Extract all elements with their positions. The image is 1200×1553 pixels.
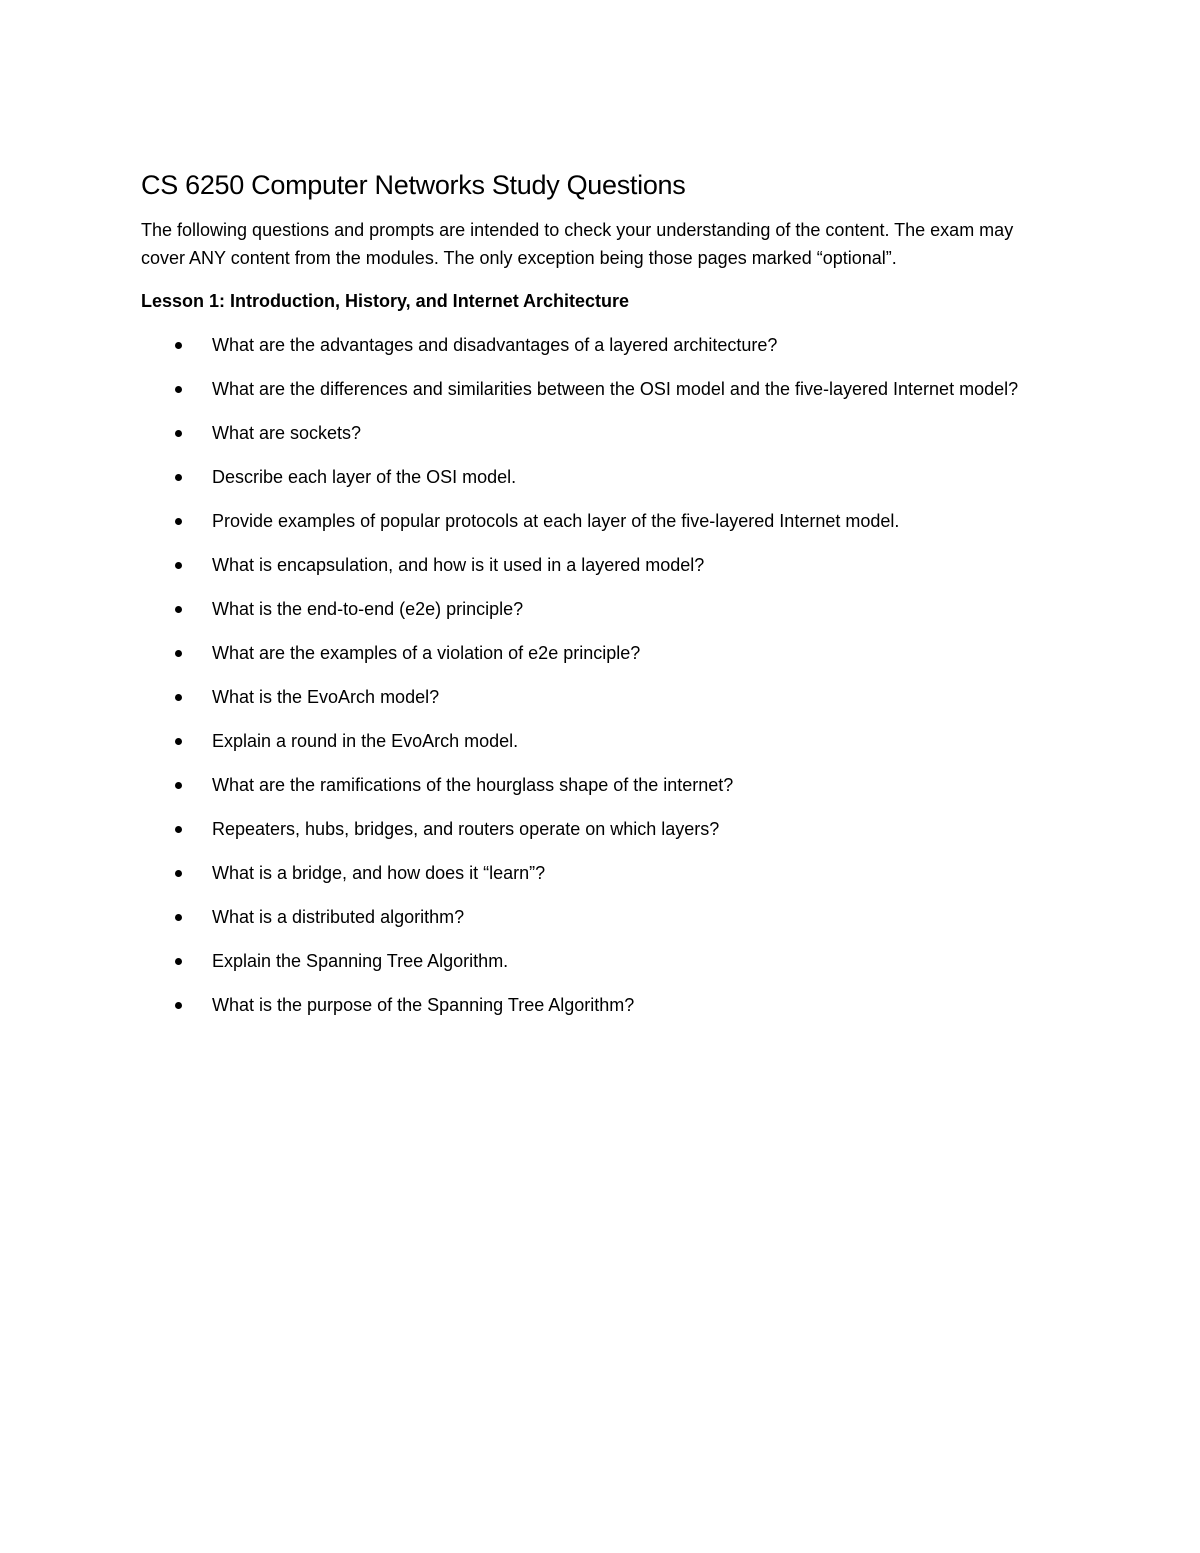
list-item xyxy=(141,639,1042,667)
question-text: What is a bridge, and how does it “learn”? xyxy=(212,863,546,883)
list-item xyxy=(141,771,1042,799)
question-text: What is the purpose of the Spanning Tree Algorithm? xyxy=(212,995,635,1015)
bullet-icon xyxy=(175,738,182,745)
bullet-icon xyxy=(175,1002,182,1009)
bullet-icon xyxy=(175,518,182,525)
bullet-icon xyxy=(175,342,182,349)
bullet-icon xyxy=(175,870,182,877)
question-text: Explain the Spanning Tree Algorithm. xyxy=(212,951,509,971)
question-text: Repeaters, hubs, bridges, and routers operate on which layers? xyxy=(212,819,720,839)
bullet-icon xyxy=(175,826,182,833)
list-item xyxy=(141,463,1042,491)
question-text: What are the advantages and disadvantages of a layered architecture? xyxy=(212,335,778,355)
bullet-icon xyxy=(175,782,182,789)
lesson-heading: Lesson 1: Introduction, History, and Internet Architecture xyxy=(141,291,630,311)
bullet-icon xyxy=(175,914,182,921)
list-item xyxy=(141,859,1042,887)
bullet-icon xyxy=(175,650,182,657)
bullet-icon xyxy=(175,474,182,481)
question-text: What are the examples of a violation of e2e principle? xyxy=(212,643,641,663)
question-text: Describe each layer of the OSI model. xyxy=(212,467,517,487)
bullet-icon xyxy=(175,694,182,701)
question-text: What are sockets? xyxy=(212,423,362,443)
list-item xyxy=(141,419,1042,447)
list-item xyxy=(141,331,1042,359)
list-item xyxy=(141,903,1042,931)
list-item xyxy=(141,683,1042,711)
question-text: What are the differences and similarities between the OSI model and the five-layered Internet model? xyxy=(212,379,1019,399)
intro-paragraph: The following questions and prompts are intended to check your understanding of the content. The exam may cover ANY content from the modules. The only exception being those pages marked “optional”. xyxy=(141,220,1014,268)
question-text: What is encapsulation, and how is it used in a layered model? xyxy=(212,555,705,575)
question-text: What is a distributed algorithm? xyxy=(212,907,465,927)
bullet-icon xyxy=(175,386,182,393)
list-item xyxy=(141,947,1042,975)
question-list xyxy=(141,331,1061,1019)
list-item xyxy=(141,727,1042,755)
question-text: What is the EvoArch model? xyxy=(212,687,440,707)
list-item xyxy=(141,551,1042,579)
bullet-icon xyxy=(175,606,182,613)
list-item xyxy=(141,595,1042,623)
bullet-icon xyxy=(175,430,182,437)
list-item xyxy=(141,991,1042,1019)
bullet-icon xyxy=(175,562,182,569)
question-text: Explain a round in the EvoArch model. xyxy=(212,731,519,751)
document-content xyxy=(141,163,1061,1035)
list-item xyxy=(141,815,1042,843)
bullet-icon xyxy=(175,958,182,965)
question-text: Provide examples of popular protocols at each layer of the five-layered Internet model. xyxy=(212,511,900,531)
list-item xyxy=(141,507,1042,535)
list-item xyxy=(141,375,1042,403)
question-text: What is the end-to-end (e2e) principle? xyxy=(212,599,524,619)
document-title: CS 6250 Computer Networks Study Questions xyxy=(141,170,686,200)
question-text: What are the ramifications of the hourglass shape of the internet? xyxy=(212,775,734,795)
